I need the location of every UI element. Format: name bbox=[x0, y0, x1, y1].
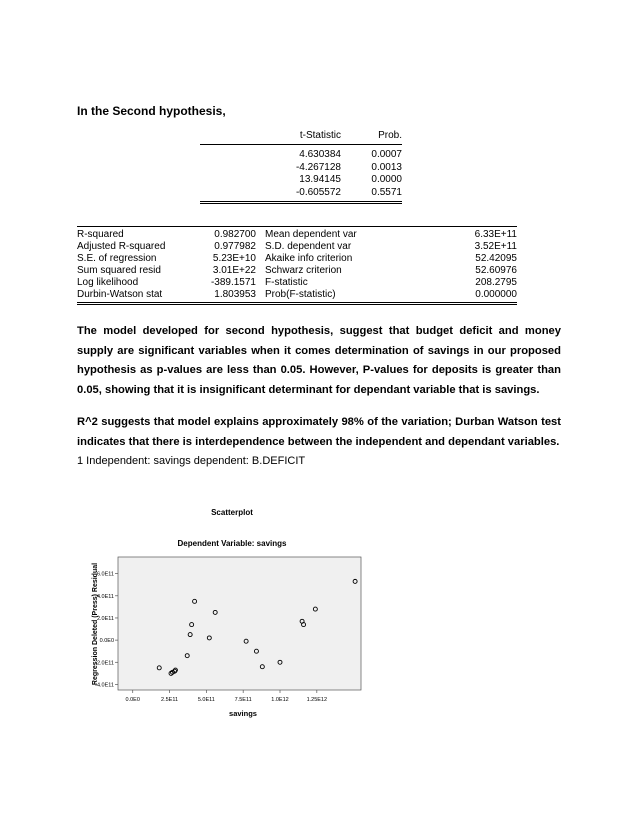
coefficient-table bbox=[200, 130, 402, 204]
scatter-point bbox=[300, 619, 304, 623]
x-tick-label: 1.0E12 bbox=[271, 697, 289, 703]
coefficient-table-header bbox=[200, 130, 402, 145]
table-row bbox=[200, 149, 402, 162]
interpretation-paragraph: The model developed for second hypothesis, suggest that budget deficit and money supply are significant variables when it comes determination of savings in our proposed hypothesis as p-values are less than 0.05. However, P-values for deposits is greater than 0.05, showing that it is insignificant determinant for dependant variable that is savings. bbox=[77, 325, 561, 396]
stat-value: 0.977982 bbox=[214, 241, 256, 252]
regression-statistics-table bbox=[77, 226, 517, 305]
scatter-point bbox=[193, 599, 197, 603]
scatter-point bbox=[188, 633, 192, 637]
data-points bbox=[157, 579, 357, 675]
r-squared-paragraph: R^2 suggests that model explains approximately 98% of the variation; Durban Watson test indicates that there is interdependence between the independent and dependant variables. bbox=[77, 416, 561, 448]
stat-label: Akaike info criterion bbox=[265, 253, 353, 264]
stat-label: Log likelihood bbox=[77, 277, 139, 288]
t-statistic-cell: 4.630384 bbox=[299, 149, 341, 160]
scatter-point bbox=[169, 671, 173, 675]
stat-value: 52.60976 bbox=[475, 265, 517, 276]
scatter-point bbox=[213, 610, 217, 614]
table-row bbox=[77, 265, 517, 277]
scatter-point bbox=[244, 639, 248, 643]
x-tick-label: 1.25E12 bbox=[306, 697, 328, 703]
stat-value: 52.42095 bbox=[475, 253, 517, 264]
chart-subtitle: Dependent Variable: savings bbox=[177, 539, 287, 548]
stat-value: 0.000000 bbox=[475, 289, 517, 300]
prob-cell: 0.0000 bbox=[371, 174, 402, 185]
x-tick-label: 2.5E11 bbox=[161, 697, 179, 703]
x-tick-label: 5.0E11 bbox=[197, 697, 215, 703]
stat-value: 3.01E+22 bbox=[212, 265, 256, 276]
stat-label: Schwarz criterion bbox=[265, 265, 342, 276]
table-row bbox=[200, 174, 402, 187]
stat-label: R-squared bbox=[77, 229, 124, 240]
scatter-point bbox=[170, 670, 174, 674]
y-tick-label: 0.0E0 bbox=[99, 638, 114, 645]
section-heading: In the Second hypothesis, bbox=[77, 104, 226, 118]
scatter-point bbox=[353, 579, 357, 583]
t-statistic-cell: 13.94145 bbox=[299, 174, 341, 185]
scatter-point bbox=[173, 668, 177, 672]
scatter-point bbox=[157, 666, 161, 670]
scatter-point bbox=[207, 636, 211, 640]
stat-label: S.D. dependent var bbox=[265, 241, 352, 252]
stat-value: 5.23E+10 bbox=[212, 253, 256, 264]
scatter-point bbox=[278, 660, 282, 664]
y-tick-label: 2.0E11 bbox=[96, 615, 114, 622]
stat-value: 6.33E+11 bbox=[474, 229, 517, 240]
y-axis-ticks bbox=[95, 572, 118, 689]
variables-note: 1 Independent: savings dependent: B.DEFICIT bbox=[77, 455, 306, 467]
prob-cell: 0.5571 bbox=[371, 186, 402, 198]
prob-cell: 0.0013 bbox=[371, 161, 402, 173]
table-row bbox=[77, 277, 517, 289]
stat-label: Durbin-Watson stat bbox=[77, 289, 163, 300]
t-statistic-cell: -0.605572 bbox=[295, 186, 341, 198]
y-tick-label: -4.0E11 bbox=[95, 682, 114, 689]
scatter-point bbox=[260, 665, 264, 669]
stat-value: -389.1571 bbox=[210, 277, 256, 288]
scatter-point bbox=[254, 649, 258, 653]
stat-value: 1.803953 bbox=[214, 289, 256, 300]
table-row bbox=[77, 253, 517, 265]
scatter-point bbox=[185, 654, 189, 658]
table-row bbox=[200, 187, 402, 200]
scatter-point bbox=[313, 607, 317, 611]
x-tick-label: 7.5E11 bbox=[234, 697, 252, 703]
stat-label: Mean dependent var bbox=[265, 229, 357, 240]
y-tick-label: -2.0E11 bbox=[95, 660, 114, 667]
x-axis-label: savings bbox=[229, 709, 257, 718]
table-row bbox=[77, 229, 517, 241]
header-t-statistic: t-Statistic bbox=[299, 130, 341, 141]
header-prob: Prob. bbox=[378, 130, 402, 141]
scatter-point bbox=[302, 623, 306, 627]
x-axis-ticks bbox=[126, 690, 328, 703]
stat-value: 208.2795 bbox=[475, 277, 517, 288]
stat-value: 3.52E+11 bbox=[474, 241, 517, 252]
t-statistic-cell: -4.267128 bbox=[295, 161, 341, 173]
stat-label: Sum squared resid bbox=[77, 265, 161, 276]
chart-title: Scatterplot bbox=[211, 508, 253, 517]
y-tick-label: 6.0E11 bbox=[96, 571, 114, 578]
y-axis-label: Regression Deleted (Press) Residual bbox=[92, 562, 99, 686]
plot-area bbox=[118, 557, 361, 690]
table-row bbox=[200, 162, 402, 175]
stat-label: F-statistic bbox=[265, 277, 308, 288]
stat-label: S.E. of regression bbox=[77, 253, 157, 264]
stat-label: Adjusted R-squared bbox=[77, 241, 166, 252]
scatter-point bbox=[190, 623, 194, 627]
stat-value: 0.982700 bbox=[214, 229, 256, 240]
y-tick-label: 4.0E11 bbox=[96, 593, 114, 600]
coefficient-table-body bbox=[200, 145, 402, 204]
x-tick-label: 0.0E0 bbox=[125, 697, 140, 703]
scatter-point bbox=[173, 669, 177, 673]
prob-cell: 0.0007 bbox=[371, 149, 402, 160]
table-row bbox=[77, 241, 517, 253]
stat-label: Prob(F-statistic) bbox=[265, 289, 336, 300]
table-row bbox=[77, 289, 517, 301]
